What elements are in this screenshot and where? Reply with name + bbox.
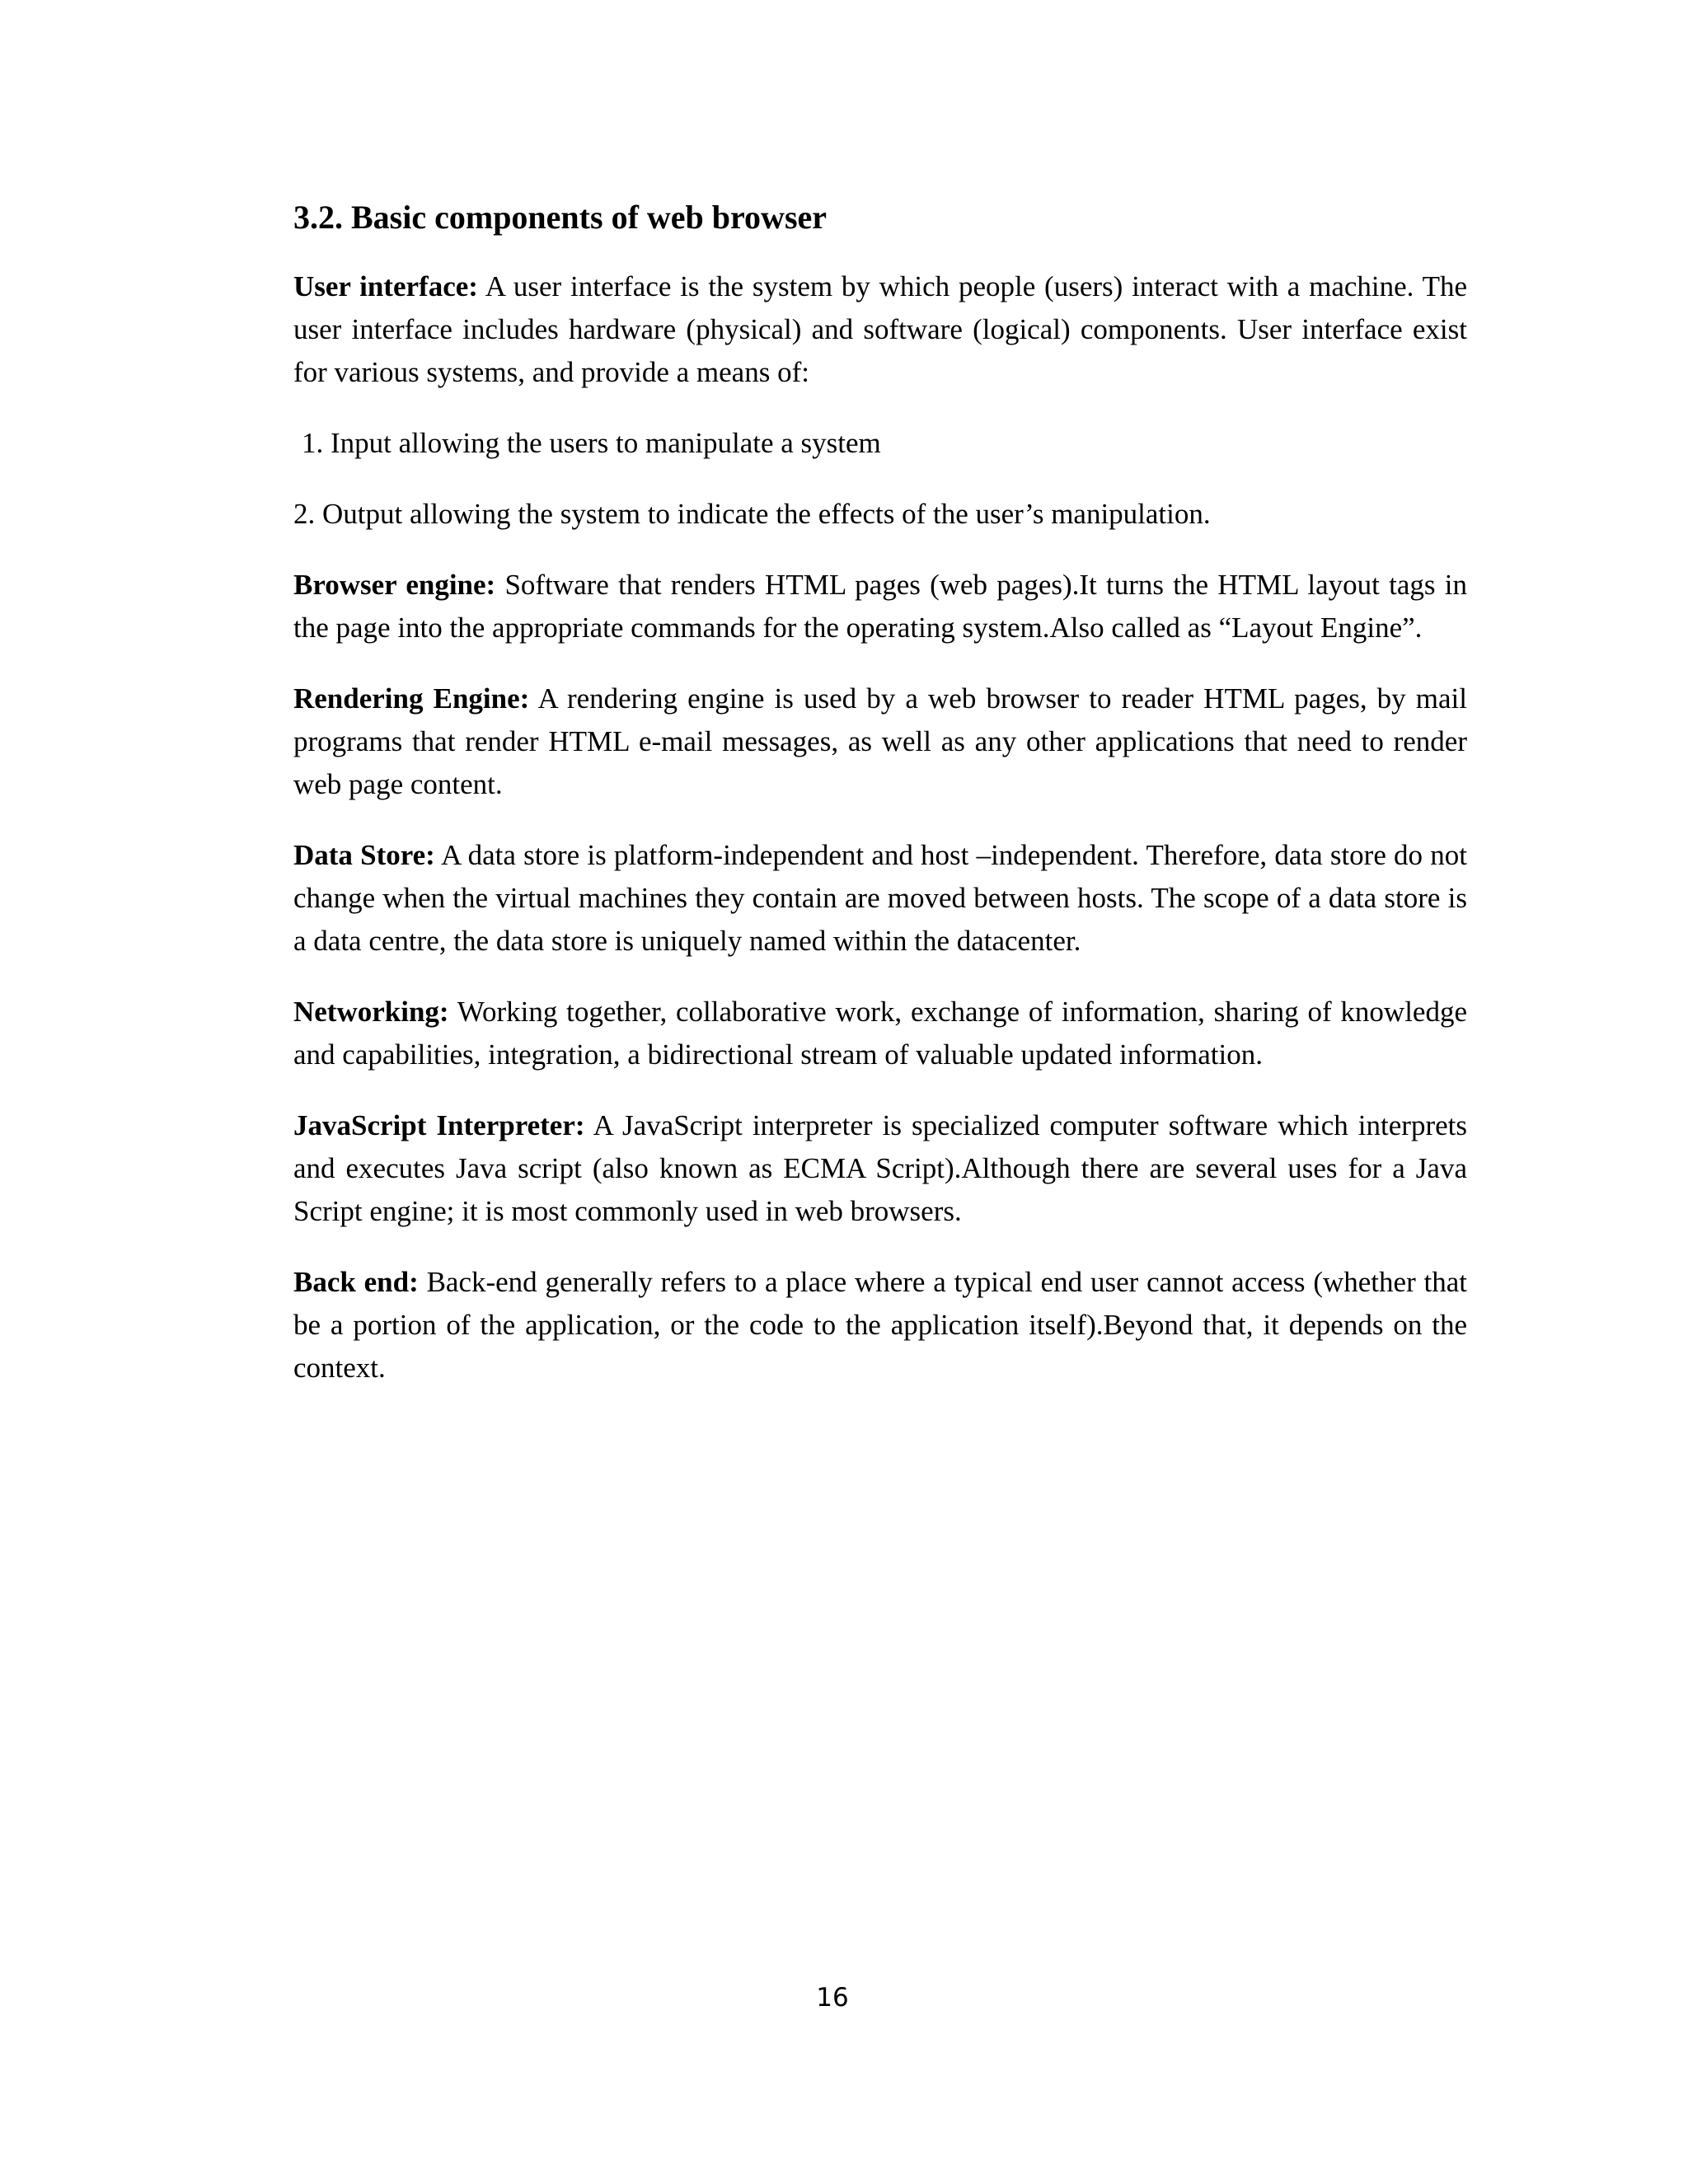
term-networking: Networking: [293, 996, 449, 1028]
section-heading: 3.2. Basic components of web browser [293, 199, 828, 236]
term-data-store: Data Store: [293, 839, 435, 871]
page-number: 16 [816, 1983, 849, 2013]
definition-networking: Working together, collaborative work, exchange of information, sharing of knowledge and capabilities, integration, a bidirectional stream of valuable updated information. [293, 996, 1467, 1071]
paragraph-browser-engine [293, 564, 1467, 649]
paragraph-rendering-engine [293, 677, 1467, 806]
paragraph-data-store [293, 834, 1467, 963]
term-back-end: Back end: [293, 1266, 419, 1298]
term-rendering-engine: Rendering Engine: [293, 682, 530, 715]
term-browser-engine: Browser engine: [293, 569, 496, 601]
paragraph-user-interface [293, 265, 1467, 394]
definition-browser-engine: Software that renders HTML pages (web pages).It turns the HTML layout tags in the page into the appropriate commands for the operating system.Also called as “Layout Engine”. [293, 569, 1467, 644]
definition-data-store: A data store is platform-independent and host –independent. Therefore, data store do not change when the virtual machines they contain are moved between hosts. The scope of a data store is a data centre, the data store is uniquely named within the datacenter. [293, 839, 1467, 957]
page-content [293, 198, 1467, 1418]
definition-rendering-engine: A rendering engine is used by a web browser to reader HTML pages, by mail programs that render HTML e-mail messages, as well as any other applications that need to render web page content. [293, 682, 1467, 800]
paragraph-javascript-interpreter [293, 1104, 1467, 1233]
term-javascript-interpreter: JavaScript Interpreter: [293, 1109, 585, 1141]
paragraph-networking [293, 991, 1467, 1076]
list-item-output: 2. Output allowing the system to indicate the effects of the user’s manipulation. [293, 498, 1211, 530]
term-user-interface: User interface: [293, 270, 478, 302]
definition-user-interface: A user interface is the system by which people (users) interact with a machine. The user interface includes hardware (physical) and software (logical) components. User interface exist for various systems, and provide a means of: [293, 270, 1467, 388]
paragraph-back-end [293, 1261, 1467, 1390]
definition-javascript-interpreter: A JavaScript interpreter is specialized computer software which interprets and executes Java script (also known as ECMA Script).Although there are several uses for a Java Script engine; it is most commonly used in web browsers. [293, 1109, 1467, 1227]
list-item-input: 1. Input allowing the users to manipulate a system [302, 427, 881, 459]
definition-back-end: Back-end generally refers to a place where a typical end user cannot access (whether that be a portion of the application, or the code to the application itself).Beyond that, it depends on the context. [293, 1266, 1468, 1384]
